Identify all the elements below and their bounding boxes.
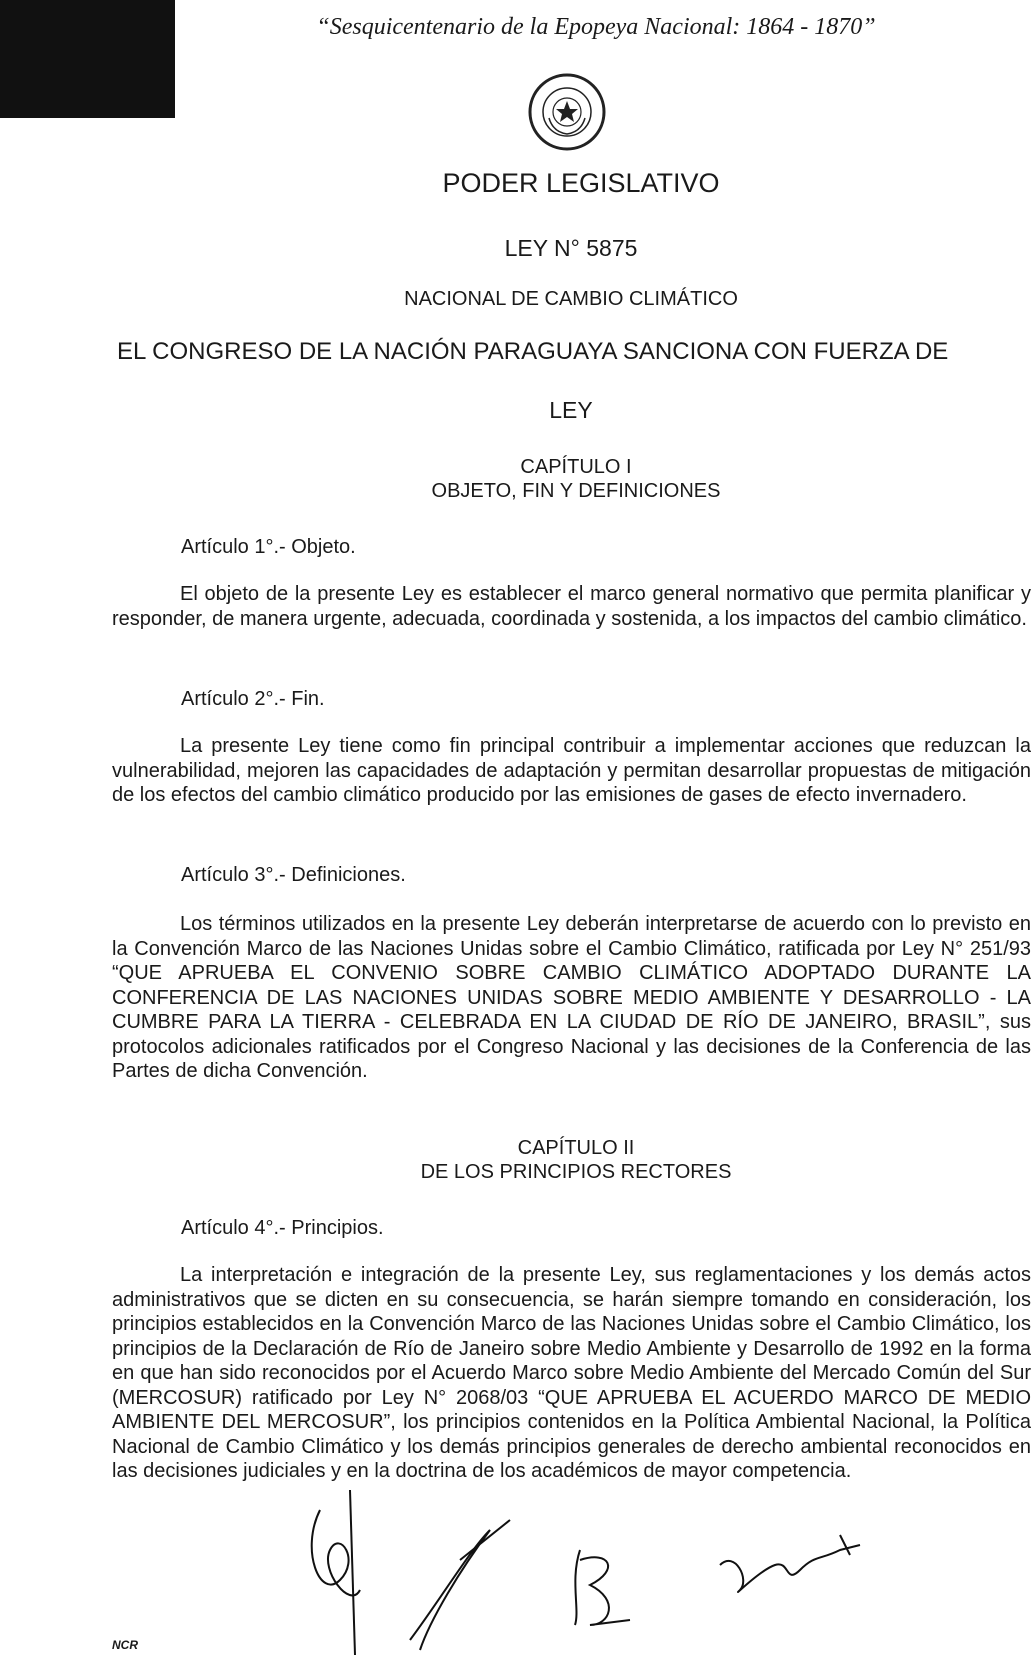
chapter-2-title: DE LOS PRINCIPIOS RECTORES (420, 1161, 732, 1183)
article-1-heading: Artículo 1°.- Objeto. (181, 536, 356, 558)
chapter-1-heading (0, 455, 1032, 503)
chapter-1-title: OBJETO, FIN Y DEFINICIONES (431, 480, 721, 502)
article-4-text: La interpretación e integración de la presente Ley, sus reglamentaciones y los demás actos administrativos que se dicten en su consecuencia, se harán siempre tomando en consideración, los principios establecidos en la Convención Marco de las Naciones Unidas sobre el Cambio Climático, los principios de la Declaración de Río de Janeiro sobre Medio Ambiente y Desarrollo de 1992 en la forma en que han sido reconocidos por el Acuerdo Marco sobre Medio Ambiente del Mercado Común del Sur (MERCOSUR) ratificado por Ley N° 2068/03 “QUE APRUEBA EL ACUERDO MARCO DE MEDIO AMBIENTE DEL MERCOSUR”, los principios contenidos en la Política Ambiental Nacional, la Política Nacional de Cambio Climático y los demás principios generales de derecho ambiental reconocidos en las decisiones judiciales y en la doctrina de los académicos de mayor competencia. (112, 1264, 1031, 1482)
title-ley: LEY (549, 397, 593, 423)
chapter-1-label: CAPÍTULO I (520, 456, 632, 478)
article-3-text: Los términos utilizados en la presente Ley deberán interpretarse de acuerdo con lo previsto en la Convención Marco de las Naciones Unidas sobre el Cambio Climático, ratificada por Ley N° 251/93 “QUE APRUEBA EL CONVENIO SOBRE CAMBIO CLIMÁTICO ADOPTADO DURANTE LA CONFERENCIA DE LAS NACIONES UNIDAS SOBRE MEDIO AMBIENTE Y DESARROLLO - LA CUMBRE PARA LA TIERRA - CELEBRADA EN LA CIUDAD DE RÍO DE JANEIRO, BRASIL”, sus protocolos adicionales ratificados por el Congreso Nacional y las decisiones de la Conferencia de las Partes de dicha Convención. (112, 913, 1031, 1082)
article-2-text: La presente Ley tiene como fin principal contribuir a implementar acciones que reduzcan la vulnerabilidad, mejoren las capacidades de adaptación y permitan desarrollar propuestas de mitigación de los efectos del cambio climático producido por las emisiones de gases de efecto invernadero. (112, 735, 1031, 806)
chapter-2-label: CAPÍTULO II (517, 1137, 635, 1159)
article-3-heading: Artículo 3°.- Definiciones. (181, 864, 406, 886)
header-motto: “Sesquicentenario de la Epopeya Nacional: 1864 - 1870” (316, 14, 876, 40)
national-seal-icon (527, 72, 607, 152)
title-poder-legislativo: PODER LEGISLATIVO (442, 168, 720, 198)
title-law-name: NACIONAL DE CAMBIO CLIMÁTICO (404, 288, 738, 310)
article-2-heading: Artículo 2°.- Fin. (181, 688, 325, 710)
footer-initials: NCR (112, 1638, 138, 1652)
signatures (280, 1490, 900, 1660)
article-4-heading: Artículo 4°.- Principios. (181, 1217, 384, 1239)
title-ley-number: LEY N° 5875 (504, 235, 638, 261)
chapter-2-heading (0, 1136, 1032, 1184)
article-1-text: El objeto de la presente Ley es establecer el marco general normativo que permita planificar y responder, de manera urgente, adecuada, coordinada y sostenida, a los impactos del cambio climático. (112, 583, 1031, 630)
title-congreso: EL CONGRESO DE LA NACIÓN PARAGUAYA SANCIONA CON FUERZA DE (117, 338, 949, 365)
